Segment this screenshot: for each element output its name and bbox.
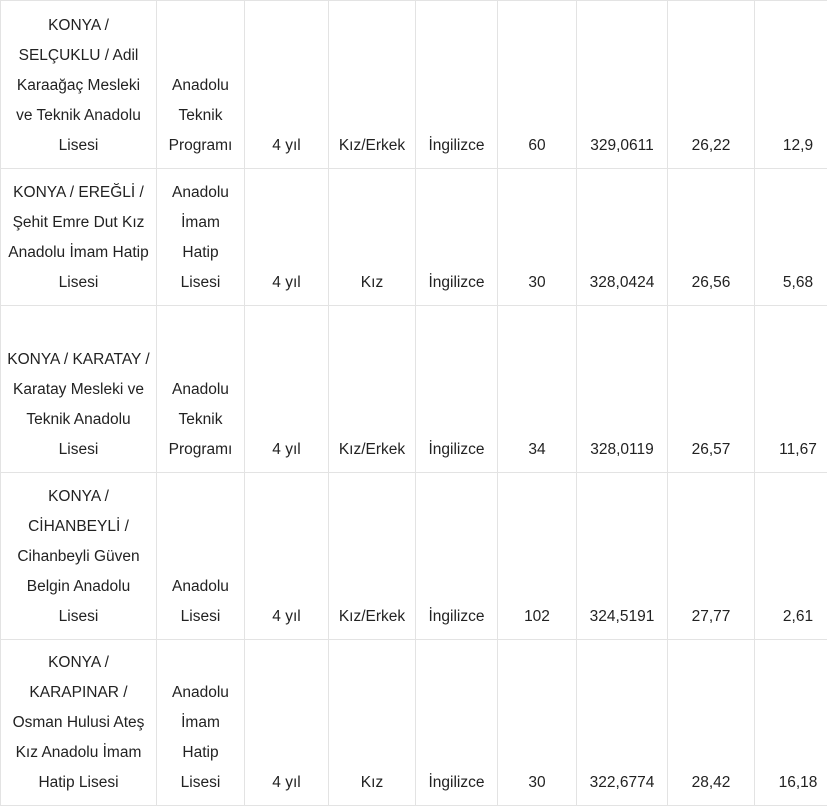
extra-value: 11,67 (779, 441, 817, 458)
language: İngilizce (428, 274, 485, 291)
duration: 4 yıl (272, 774, 301, 791)
school-name-cell (1, 306, 157, 473)
table-row (1, 1, 827, 169)
quota: 102 (524, 608, 550, 625)
table-row (1, 306, 827, 473)
score-cell (577, 169, 668, 306)
score-cell (577, 1, 668, 169)
extra-value-cell (755, 306, 827, 473)
extra-value-cell (755, 169, 827, 306)
gender: Kız/Erkek (338, 608, 406, 625)
school-name: KONYA / SELÇUKLU / Adil Karaağaç Mesleki ve Teknik Anadolu Lisesi (16, 17, 141, 154)
school-type: Anadolu İmam Hatip Lisesi (172, 684, 229, 791)
quota-cell (498, 306, 577, 473)
duration: 4 yıl (272, 274, 301, 291)
school-name: KONYA / EREĞLİ / Şehit Emre Dut Kız Anadolu İmam Hatip Lisesi (8, 184, 149, 291)
extra-value: 5,68 (782, 274, 814, 291)
duration: 4 yıl (272, 608, 301, 625)
table-row (1, 169, 827, 306)
duration-cell (245, 640, 329, 806)
school-name: KONYA / CİHANBEYLİ / Cihanbeyli Güven Belgin Anadolu Lisesi (17, 488, 140, 625)
quota-cell (498, 169, 577, 306)
percentile: 27,77 (691, 608, 731, 625)
percentile: 28,42 (691, 774, 731, 791)
duration-cell (245, 169, 329, 306)
quota: 30 (528, 774, 546, 791)
school-type: Anadolu İmam Hatip Lisesi (172, 184, 229, 291)
score: 324,5191 (589, 608, 655, 625)
score: 328,0424 (589, 274, 655, 291)
school-name-cell (1, 473, 157, 640)
gender-cell (329, 306, 416, 473)
duration-cell (245, 306, 329, 473)
language: İngilizce (428, 608, 485, 625)
school-name-cell (1, 169, 157, 306)
score-cell (577, 473, 668, 640)
quota-cell (498, 473, 577, 640)
extra-value-cell (755, 473, 827, 640)
school-type-cell (157, 473, 245, 640)
score-cell (577, 640, 668, 806)
gender-cell (329, 473, 416, 640)
duration-cell (245, 1, 329, 169)
school-type: Anadolu Teknik Programı (168, 381, 233, 458)
language-cell (416, 306, 498, 473)
quota: 60 (528, 137, 546, 154)
extra-value-cell (755, 1, 827, 169)
quota-cell (498, 640, 577, 806)
duration-cell (245, 473, 329, 640)
percentile-cell (668, 1, 755, 169)
language-cell (416, 1, 498, 169)
table-row (1, 640, 827, 806)
school-type: Anadolu Lisesi (172, 578, 229, 625)
percentile-cell (668, 640, 755, 806)
school-type-cell (157, 640, 245, 806)
school-name-cell (1, 640, 157, 806)
language-cell (416, 473, 498, 640)
duration: 4 yıl (272, 137, 301, 154)
extra-value: 12,9 (782, 137, 814, 154)
language-cell (416, 169, 498, 306)
school-type-cell (157, 169, 245, 306)
score: 322,6774 (589, 774, 655, 791)
gender: Kız/Erkek (338, 441, 406, 458)
percentile: 26,22 (691, 137, 731, 154)
percentile-cell (668, 169, 755, 306)
table-row (1, 473, 827, 640)
gender-cell (329, 640, 416, 806)
language: İngilizce (428, 441, 485, 458)
score: 329,0611 (590, 137, 654, 154)
gender: Kız (360, 774, 384, 791)
school-type: Anadolu Teknik Programı (168, 77, 233, 154)
gender-cell (329, 1, 416, 169)
gender-cell (329, 169, 416, 306)
score: 328,0119 (590, 441, 654, 458)
percentile-cell (668, 473, 755, 640)
language-cell (416, 640, 498, 806)
school-type-cell (157, 306, 245, 473)
school-name: KONYA / KARAPINAR / Osman Hulusi Ateş Kız Anadolu İmam Hatip Lisesi (12, 654, 145, 791)
quota: 30 (528, 274, 546, 291)
extra-value: 16,18 (778, 774, 818, 791)
quota: 34 (528, 441, 546, 458)
percentile: 26,56 (691, 274, 731, 291)
gender: Kız/Erkek (338, 137, 406, 154)
extra-value: 2,61 (782, 608, 814, 625)
school-type-cell (157, 1, 245, 169)
percentile-cell (668, 306, 755, 473)
percentile: 26,57 (691, 441, 731, 458)
school-name-cell (1, 1, 157, 169)
duration: 4 yıl (272, 441, 301, 458)
language: İngilizce (428, 137, 485, 154)
extra-value-cell (755, 640, 827, 806)
quota-cell (498, 1, 577, 169)
language: İngilizce (428, 774, 485, 791)
score-cell (577, 306, 668, 473)
school-name: KONYA / KARATAY / Karatay Mesleki ve Teknik Anadolu Lisesi (7, 351, 150, 458)
gender: Kız (360, 274, 384, 291)
